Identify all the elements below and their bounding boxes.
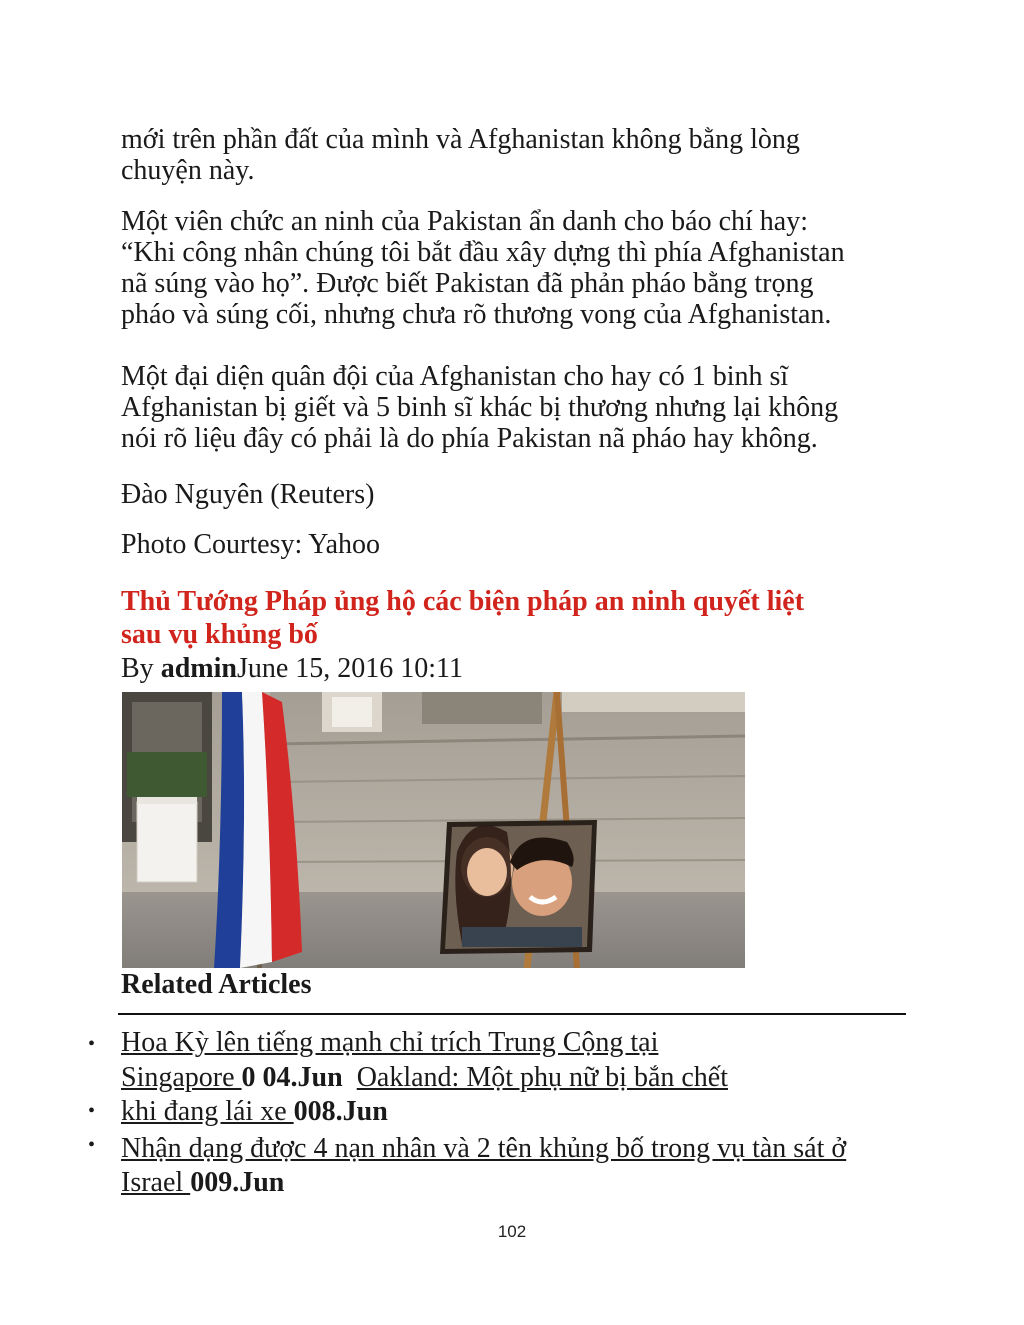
text-line: Đào Nguyên (Reuters) xyxy=(121,479,375,510)
text-line: nói rõ liệu đây có phải là do phía Pakistan nã pháo hay không. xyxy=(121,423,818,454)
text-line: chuyện này. xyxy=(121,155,255,186)
related-article-link[interactable] xyxy=(121,1132,846,1166)
related-title-text[interactable]: Nhận dạng được 4 nạn nhân và 2 tên khủng bố trong vụ tàn sát ở xyxy=(121,1133,847,1164)
related-title-text[interactable]: Hoa Kỳ lên tiếng mạnh chỉ trích Trung Cộng tại xyxy=(121,1027,659,1058)
list-item xyxy=(121,1166,284,1200)
related-title-text[interactable]: Israel xyxy=(121,1167,191,1198)
comment-count[interactable]: 0 xyxy=(293,1096,308,1127)
body-paragraph xyxy=(121,361,921,454)
headline-line: Thủ Tướng Pháp ủng hộ các biện pháp an ninh quyết liệt xyxy=(121,586,805,617)
page-number: 102 xyxy=(497,1222,527,1241)
text-line: “Khi công nhân chúng tôi bắt đầu xây dựng thì phía Afghanistan xyxy=(121,237,845,268)
article-headline[interactable] xyxy=(121,585,921,651)
byline xyxy=(121,652,463,686)
photo-credit xyxy=(121,529,921,560)
publish-date: June 15, 2016 10:11 xyxy=(236,653,464,684)
related-article-link[interactable]: Oakland: Một phụ nữ bị bắn chết xyxy=(356,1062,729,1093)
related-article-link[interactable] xyxy=(121,1026,658,1060)
text-line: Afghanistan bị giết và 5 binh sĩ khác bị thương nhưng lại không xyxy=(121,392,839,423)
related-title-text[interactable]: Singapore xyxy=(121,1062,242,1093)
body-paragraph xyxy=(121,206,921,330)
bullet: • xyxy=(88,1100,96,1122)
article-photo xyxy=(122,692,745,968)
list-item xyxy=(121,1095,388,1129)
text-line: mới trên phần đất của mình và Afghanistan không bằng lòng xyxy=(121,124,800,155)
text-line: pháo và súng cối, nhưng chưa rõ thương vong của Afghanistan. xyxy=(121,299,832,330)
related-date: 08.Jun xyxy=(307,1096,388,1127)
bullet: • xyxy=(88,1134,96,1156)
author-credit xyxy=(121,479,921,510)
related-title-text[interactable]: khi đang lái xe xyxy=(121,1096,294,1127)
related-date: 09.Jun xyxy=(204,1167,285,1198)
by-prefix: By xyxy=(121,653,161,684)
list-item xyxy=(121,1061,728,1095)
text-line: Một viên chức an ninh của Pakistan ẩn danh cho báo chí hay: xyxy=(121,206,808,237)
related-date: 04.Jun xyxy=(255,1062,343,1093)
divider xyxy=(118,1013,906,1015)
comment-count[interactable]: 0 xyxy=(190,1167,205,1198)
text-line: nã súng vào họ”. Được biết Pakistan đã phản pháo bằng trọng xyxy=(121,268,814,299)
comment-count[interactable]: 0 xyxy=(241,1062,256,1093)
text-line: Một đại diện quân đội của Afghanistan cho hay có 1 binh sĩ xyxy=(121,361,789,392)
related-articles-heading: Related Articles xyxy=(121,969,312,1000)
headline-line: sau vụ khủng bố xyxy=(121,619,318,650)
text-line: Photo Courtesy: Yahoo xyxy=(121,529,381,560)
author-link[interactable]: admin xyxy=(160,653,237,684)
body-paragraph xyxy=(121,124,921,186)
bullet: • xyxy=(88,1033,96,1055)
